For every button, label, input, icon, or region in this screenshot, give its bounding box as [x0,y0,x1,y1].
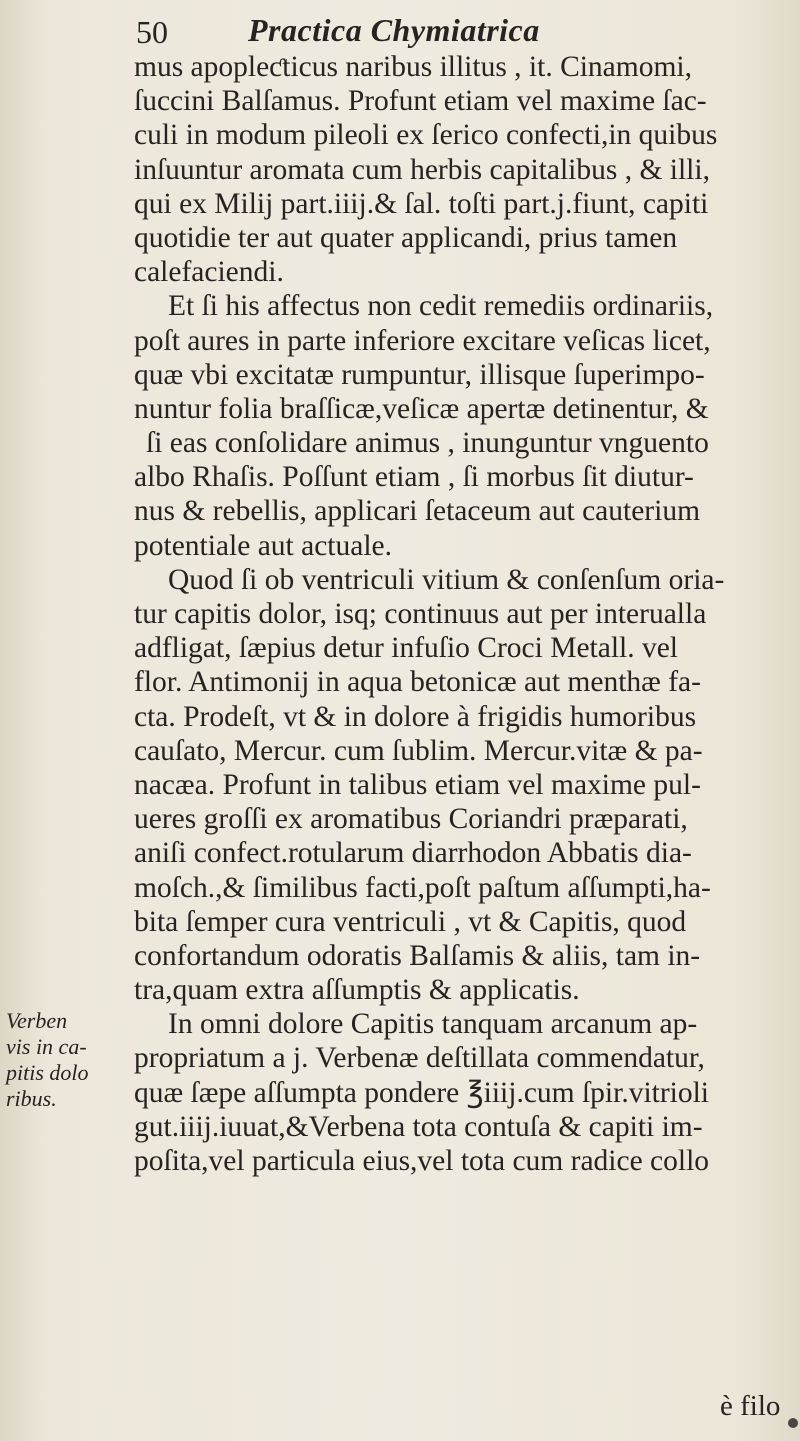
page-header [0,6,800,56]
catchword: è filo [720,1390,781,1422]
paragraph-start-line: Quod ſi ob ventriculi vitium & conſenſum oria- [168,563,725,596]
text-line: aniſi confect.rotularum diarrhodon Abbatis dia- [134,837,692,870]
text-line: albo Rhaſis. Poſſunt etiam , ſi morbus ſit diutur- [134,461,694,494]
margin-note-line: vis in ca- [6,1034,87,1059]
margin-note-line: Verben [6,1008,68,1033]
text-line: nuntur folia braſſicæ,veſicæ apertæ detinentur, & [134,392,709,425]
text-line: adfligat, ſæpius detur infuſio Croci Metall. vel [134,632,679,665]
running-head: Practica Chymiatrica [248,12,540,48]
text-line: ueres groſſi ex aromatibus Coriandri præparati, [134,803,688,836]
text-line: calefaciendi. [134,256,284,289]
text-line: quæ ſæpe aſſumpta pondere ℥iiij.cum ſpir.vitrioli [134,1076,710,1109]
text-line: tra,quam extra aſſumptis & applicatis. [134,974,580,1007]
text-line: mus apopleƈticus naribus illitus , it. Cinamomi, [134,51,692,83]
text-line: gut.iiij.iuuat,&Verbena tota contuſa & capiti im- [134,1110,703,1143]
margin-note [6,1008,126,1112]
text-line: cta. Prodeſt, vt & in dolore à frigidis humoribus [134,700,697,733]
text-line: tur capitis dolor, isq; continuus aut per interualla [134,598,707,630]
ink-blot [788,1418,798,1428]
text-line: nus & rebellis, applicari ſetaceum aut cauterium [134,495,701,528]
text-line: poſita,vel particula eius,vel tota cum radice collo [134,1145,710,1177]
body-text [134,50,794,1178]
text-line: potentiale aut actuale. [134,529,392,562]
text-line: poſt aures in parte inferiore excitare veſicas licet, [134,324,711,357]
text-line: quotidie ter aut quater applicandi, prius tamen [134,221,678,254]
text-line: cauſato, Mercur. cum ſublim. Mercur.vitæ & pa- [134,734,703,767]
text-line: qui ex Milij part.iiij.& ſal. toſti part.j.fiunt, capiti [134,187,709,220]
text-line: nacæa. Profunt in talibus etiam vel maxime pul- [134,768,701,801]
text-line: propriatum a j. Verbenæ deſtillata commendatur, [134,1042,705,1075]
text-line: confortandum odoratis Balſamis & aliis, tam in- [134,939,701,972]
text-line: inſuuntur aromata cum herbis capitalibus , & illi, [134,153,710,186]
margin-note-line: ribus. [6,1086,57,1111]
text-line: ſuccini Balſamus. Profunt etiam vel maxime ſac- [134,85,707,118]
text-line: quæ vbi excitatæ rumpuntur, illisque ſuperimpo- [134,358,705,391]
paragraph-start-line: Et ſi his affectus non cedit remediis ordinariis, [168,290,714,323]
text-line: moſch.,& ſimilibus facti,poſt paſtum aſſumpti,ha- [134,871,711,904]
paragraph-start-line: In omni dolore Capitis tanquam arcanum ap- [168,1008,698,1041]
text-line: ſi eas conſolidare animus , inunguntur vnguento [146,427,709,460]
text-line: flor. Antimonij in aqua betonicæ aut menthæ fa- [134,666,701,699]
margin-note-line: pitis dolo [6,1060,89,1085]
text-line: culi in modum pileoli ex ſerico confecti,in quibus [134,119,718,152]
text-line: bita ſemper cura ventriculi , vt & Capitis, quod [134,905,687,938]
page-number: 50 [136,14,168,50]
